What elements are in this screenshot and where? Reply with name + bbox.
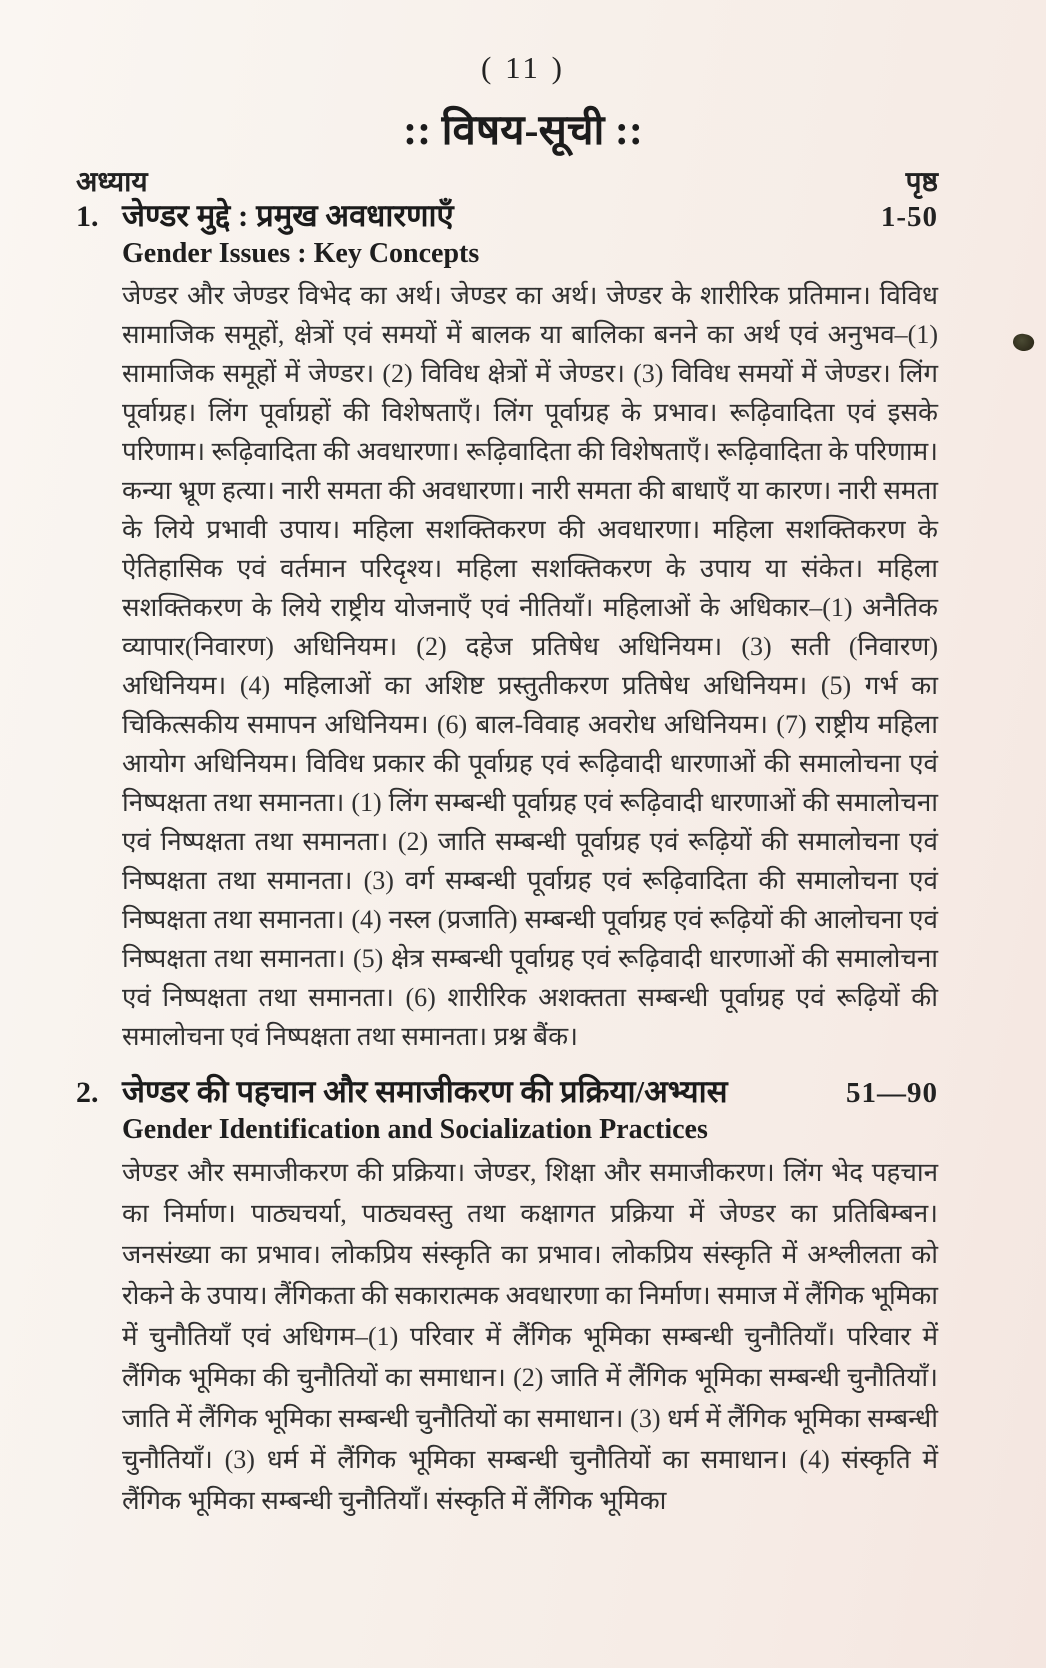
chapter-column-label: अध्याय — [76, 167, 148, 198]
chapter-1-page-range: 1-50 — [880, 201, 938, 233]
chapter-2-number: 2. — [76, 1076, 99, 1109]
chapter-1-title-hindi: जेण्डर मुद्दे : प्रमुख अवधारणाएँ — [122, 198, 454, 233]
chapter-1-number: 1. — [76, 200, 99, 233]
chapter-2-heading — [76, 1074, 938, 1110]
chapter-2-topics: जेण्डर और समाजीकरण की प्रक्रिया। जेण्डर, शिक्षा और समाजीकरण। लिंग भेद पहचान का निर्माण। पाठ्यचर्या, पाठ्यवस्तु तथा कक्षागत प्रक्रिया में जेण्डर का प्रतिबिम्बन। जनसंख्या का प्रभाव। लोकप्रिय संस्कृति का प्रभाव। लोकप्रिय संस्कृति में अश्लीलता को रोकने के उपाय। लैंगिकता की सकारात्मक अवधारणा का निर्माण। समाज में लैंगिक भूमिका में चुनौतियाँ एवं अधिगम–(1) परिवार में लैंगिक भूमिका सम्बन्धी चुनौतियाँ। परिवार में लैंगिक भूमिका की चुनौतियों का समाधान। (2) जाति में लैंगिक भूमिका सम्बन्धी चुनौतियाँ। जाति में लैंगिक भूमिका सम्बन्धी चुनौतियों का समाधान। (3) धर्म में लैंगिक भूमिका सम्बन्धी चुनौतियाँ। (3) धर्म में लैंगिक भूमिका सम्बन्धी चुनौतियों का समाधान। (4) संस्कृति में लैंगिक भूमिका सम्बन्धी चुनौतियाँ। संस्कृति में लैंगिक भूमिका — [122, 1158, 938, 1515]
chapter-2-page-range: 51—90 — [846, 1077, 938, 1109]
chapter-2-title-english: Gender Identification and Socialization Practices — [122, 1114, 708, 1145]
chapter-1-topics: जेण्डर और जेण्डर विभेद का अर्थ। जेण्डर का अर्थ। जेण्डर के शारीरिक प्रतिमान। विविध सामाजिक समूहों, क्षेत्रों एवं समयों में बालक या बालिका बनने का अर्थ एवं अनुभव–(1) सामाजिक समूहों में जेण्डर। (2) विविध क्षेत्रों में जेण्डर। (3) विविध समयों में जेण्डर। लिंग पूर्वाग्रह। लिंग पूर्वाग्रहों की विशेषताएँ। लिंग पूर्वाग्रह के प्रभाव। रूढ़िवादिता एवं इसके परिणाम। रूढ़िवादिता की अवधारणा। रूढ़िवादिता की विशेषताएँ। रूढ़िवादिता के परिणाम। कन्या भ्रूण हत्या। नारी समता की अवधारणा। नारी समता की बाधाएँ या कारण। नारी समता के लिये प्रभावी उपाय। महिला सशक्तिकरण की अवधारणा। महिला सशक्तिकरण के ऐतिहासिक एवं वर्तमान परिदृश्य। महिला सशक्तिकरण के उपाय या संकेत। महिला सशक्तिकरण के लिये राष्ट्रीय योजनाएँ एवं नीतियाँ। महिलाओं के अधिकार–(1) अनैतिक व्यापार(निवारण) अधिनियम। (2) दहेज प्रतिषेध अधिनियम। (3) सती (निवारण) अधिनियम। (4) महिलाओं का अशिष्ट प्रस्तुतीकरण प्रतिषेध अधिनियम। (5) गर्भ का चिकित्सकीय समापन अधिनियम। (6) बाल-विवाह अवरोध अधिनियम। (7) राष्ट्रीय महिला आयोग अधिनियम। विविध प्रकार की पूर्वाग्रह एवं रूढ़िवादी धारणाओं की समालोचना एवं निष्पक्षता तथा समानता। (1) लिंग सम्बन्धी पूर्वाग्रह एवं रूढ़िवादी धारणाओं की समालोचना एवं निष्पक्षता तथा समानता। (2) जाति सम्बन्धी पूर्वाग्रह एवं रूढ़ियों की समालोचना एवं निष्पक्षता तथा समानता। (3) वर्ग सम्बन्धी पूर्वाग्रह एवं रूढ़िवादिता की समालोचना एवं निष्पक्षता तथा समानता। (4) नस्ल (प्रजाति) सम्बन्धी पूर्वाग्रह एवं रूढ़ियों की आलोचना एवं निष्पक्षता तथा समानता। (5) क्षेत्र सम्बन्धी पूर्वाग्रह एवं रूढ़िवादी धारणाओं की समालोचना एवं निष्पक्षता तथा समानता। (6) शारीरिक अशक्तता सम्बन्धी पूर्वाग्रह एवं रूढ़ियों की समालोचना एवं निष्पक्षता तथा समानता। प्रश्न बैंक। — [122, 281, 938, 1051]
chapter-1-heading — [76, 198, 938, 234]
page-column-label: पृष्ठ — [905, 167, 938, 198]
page-number: ( 11 ) — [481, 50, 565, 85]
ink-spot — [1011, 332, 1035, 353]
chapter-list — [76, 198, 938, 1535]
chapter-2-title-hindi: जेण्डर की पहचान और समाजीकरण की प्रक्रिया/अभ्यास — [122, 1074, 728, 1109]
chapter-entry-2 — [76, 1074, 938, 1521]
chapter-1-title-english: Gender Issues : Key Concepts — [122, 238, 480, 269]
toc-column-headers — [76, 162, 938, 200]
chapter-entry-1 — [76, 198, 938, 1056]
page-title: :: विषय-सूची :: — [403, 108, 643, 154]
